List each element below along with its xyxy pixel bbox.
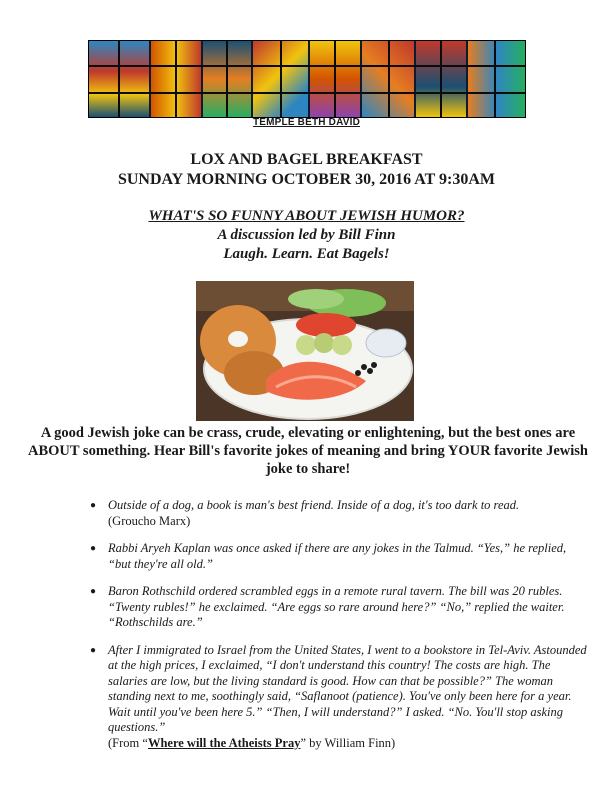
list-item [90, 541, 590, 572]
list-item [90, 498, 590, 529]
bullet-icon: ● [90, 586, 97, 597]
source-prefix: (From “ [108, 735, 148, 750]
banner-leading [89, 41, 525, 117]
talk-subtitle: A discussion led by Bill Finn [217, 227, 396, 243]
bullet-icon: ● [90, 644, 97, 656]
bullet-icon: ● [90, 500, 97, 511]
source-suffix: ” by William Finn) [300, 735, 396, 750]
talk-title: WHAT'S SO FUNNY ABOUT JEWISH HUMOR? [148, 208, 465, 224]
talk-tagline: Laugh. Learn. Eat Bagels! [223, 246, 390, 262]
event-intro: A good Jewish joke can be crass, crude, elevating or enlightening, but the best ones are ABOUT something. Hear Bill's favorite jokes of meaning and bring YOUR favorite Jewish joke to share! [28, 425, 588, 477]
list-item [90, 643, 590, 752]
joke-text: Outside of a dog, a book is man's best friend. Inside of a dog, it's too dark to read. [108, 498, 520, 512]
joke-text: Rabbi Aryeh Kaplan was once asked if there are any jokes in the Talmud. “Yes,” he replied, “but they're all old.” [108, 541, 567, 571]
bagel-and-lox-photo [196, 281, 414, 421]
bagel-plate-illustration [196, 281, 414, 421]
event-date: SUNDAY MORNING OCTOBER 30, 2016 AT 9:30AM [117, 171, 496, 188]
book-title: Where will the Atheists Pray [147, 735, 301, 750]
bullet-icon: ● [90, 543, 97, 554]
event-title: LOX AND BAGEL BREAKFAST [190, 151, 423, 168]
joke-attribution: (Groucho Marx) [108, 513, 191, 528]
joke-text: After I immigrated to Israel from the United States, I went to a bookstore in Tel-Aviv. Astounded at the high prices, I exclaimed, “I don't understand this country! The costs are high. The salaries are low, but the living standard is good. How can that be possible?” The woman standing next to me, soothingly said, “Saflanoot (patience). You've only been here for a year. Wait until you've been here 5.” “Then, I will understand?” I asked. “No. You'll stop asking questions.” [108, 642, 587, 734]
book-source [108, 736, 395, 750]
list-item [90, 584, 590, 631]
joke-text: Baron Rothschild ordered scrambled eggs in a remote rural tavern. The bill was 20 rubles. “Twenty rubles!” he exclaimed. “Are eggs so rare around here?” “No,” replied the waiter. “Rothschilds are.” [108, 584, 565, 629]
jokes-list [90, 498, 590, 763]
organization-name: TEMPLE BETH DAVID [252, 117, 361, 128]
stained-glass-banner [88, 40, 526, 118]
